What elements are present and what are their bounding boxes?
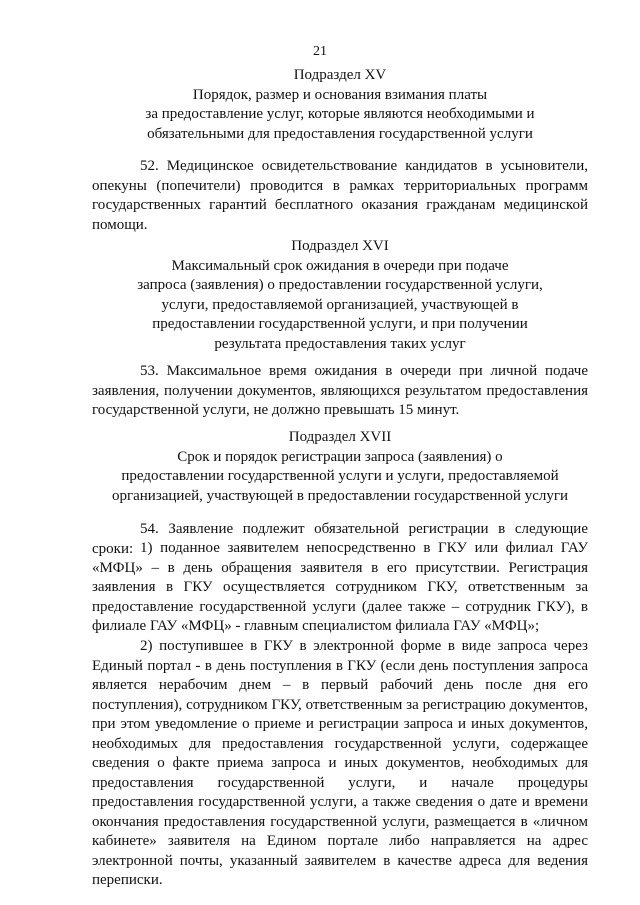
heading-line: организацией, участвующей в предоставлении государственной услуги (111, 487, 569, 504)
heading-line: Максимальный срок ожидания в очереди при подаче (171, 257, 509, 274)
section-15-heading (92, 66, 588, 144)
heading-line: за предоставление услуг, которые являются необходимыми и (145, 106, 535, 122)
heading-line: Срок и порядок регистрации запроса (заявления) о (177, 448, 503, 465)
paragraph-54-item-1: 1) поданное заявителем непосредственно в ГКУ или филиал ГАУ «МФЦ» – в день обращения заявителя в его присутствии. Регистрация заявления в ГКУ осуществляется сотрудником ГКУ, ответственным за предоставление государственной услуги (далее также – сотрудник ГКУ), в филиале ГАУ «МФЦ» - главным специалистом филиала ГАУ «МФЦ»; (92, 540, 588, 634)
section-16-heading (92, 237, 588, 354)
section-17-heading (92, 428, 588, 506)
heading-line: предоставлении государственной услуги, и при получении (152, 316, 528, 332)
paragraph-53: 53. Максимальное время ожидания в очереди при личной подаче заявления, получении документов, являющихся результатом предоставления государственной услуги, не должно превышать 15 минут. (92, 363, 588, 418)
section-title: Подраздел XVI (291, 238, 389, 254)
page-number: 21 (313, 44, 327, 59)
paragraph-52: 52. Медицинское освидетельствование кандидатов в усыновители, опекуны (попечители) проводится в рамках территориальных программ государственных гарантий бесплатного оказания гражданам медицинской помощи. (92, 158, 588, 233)
heading-line: обязательными для предоставления государственной услуги (147, 125, 533, 142)
paragraph-54-item-2: 2) поступившее в ГКУ в электронной форме в виде запроса через Единый портал - в день поступления в ГКУ (если день поступления запроса является нерабочим днем – в первый рабочий день после дня его поступления), сотрудником ГКУ, ответственным за регистрацию документов, при этом уведомление о приеме и регистрации запроса и иных документов, необходимых для предоставления государственной услуги, содержащее сведения о факте приема запроса и иных документов, необходимых для предоставления государственной услуги, и начале процедуры предоставления государственной услуги, а также сведения о дате и времени окончания предоставления государственной услуги, размещается в «личном кабинете» заявителя на Едином портале либо направляется на адрес электронной почты, указанный заявителем в качестве адреса для ведения переписки. (92, 638, 588, 888)
section-title: Подраздел XV (293, 67, 387, 83)
heading-line: Порядок, размер и основания взимания платы (192, 86, 488, 103)
heading-line: результата предоставления таких услуг (214, 335, 466, 352)
section-title: Подраздел XVII (288, 429, 392, 445)
heading-line: услуги, предоставляемой организацией, участвующей в (161, 296, 519, 313)
paragraph-54: 54. Заявление подлежит обязательной регистрации в следующие сроки: (92, 521, 588, 557)
heading-line: предоставлении государственной услуги и услуги, предоставляемой (121, 468, 559, 484)
heading-line: запроса (заявления) о предоставлении государственной услуги, (137, 277, 543, 293)
